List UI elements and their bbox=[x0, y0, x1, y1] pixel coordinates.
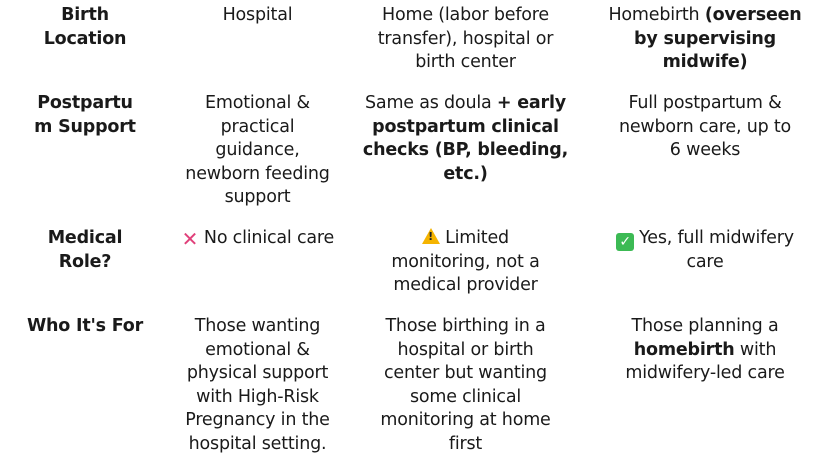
doula-cell: ✕ No clinical care bbox=[181, 227, 335, 251]
row-label: Medical Role? bbox=[47, 228, 123, 272]
monitrice-cell: Same as doula + early postpartum clinical checks (BP, bleeding, etc.) bbox=[362, 93, 569, 184]
cross-mark-icon: ✕ bbox=[181, 227, 199, 251]
row-label: Birth Location bbox=[43, 5, 127, 49]
midwife-cell: Homebirth (overseen by supervising midwife) bbox=[608, 5, 802, 72]
doula-cell: Hospital bbox=[222, 5, 293, 25]
doula-cell: Emotional & practical guidance, newborn feeding support bbox=[185, 93, 330, 207]
warning-icon: ! bbox=[422, 228, 440, 244]
monitrice-cell: Those birthing in a hospital or birth center but wanting some clinical monitoring at home first bbox=[380, 316, 551, 454]
check-mark-icon: ✓ bbox=[616, 233, 634, 251]
row-label: Who It's For bbox=[26, 316, 144, 336]
doula-cell: Those wanting emotional & physical support with High-Risk Pregnancy in the hospital setting. bbox=[185, 316, 330, 454]
row-label: Postpartu m Support bbox=[34, 93, 136, 137]
midwife-cell: ✓ Yes, full midwifery care bbox=[580, 227, 830, 275]
monitrice-cell: ! Limited monitoring, not a medical provider bbox=[391, 228, 540, 295]
midwife-cell: Full postpartum & newborn care, up to 6 weeks bbox=[618, 93, 792, 160]
monitrice-cell: Home (labor before transfer), hospital or birth center bbox=[377, 5, 554, 72]
midwife-cell: Those planning a homebirth with midwifery-led care bbox=[625, 316, 785, 383]
